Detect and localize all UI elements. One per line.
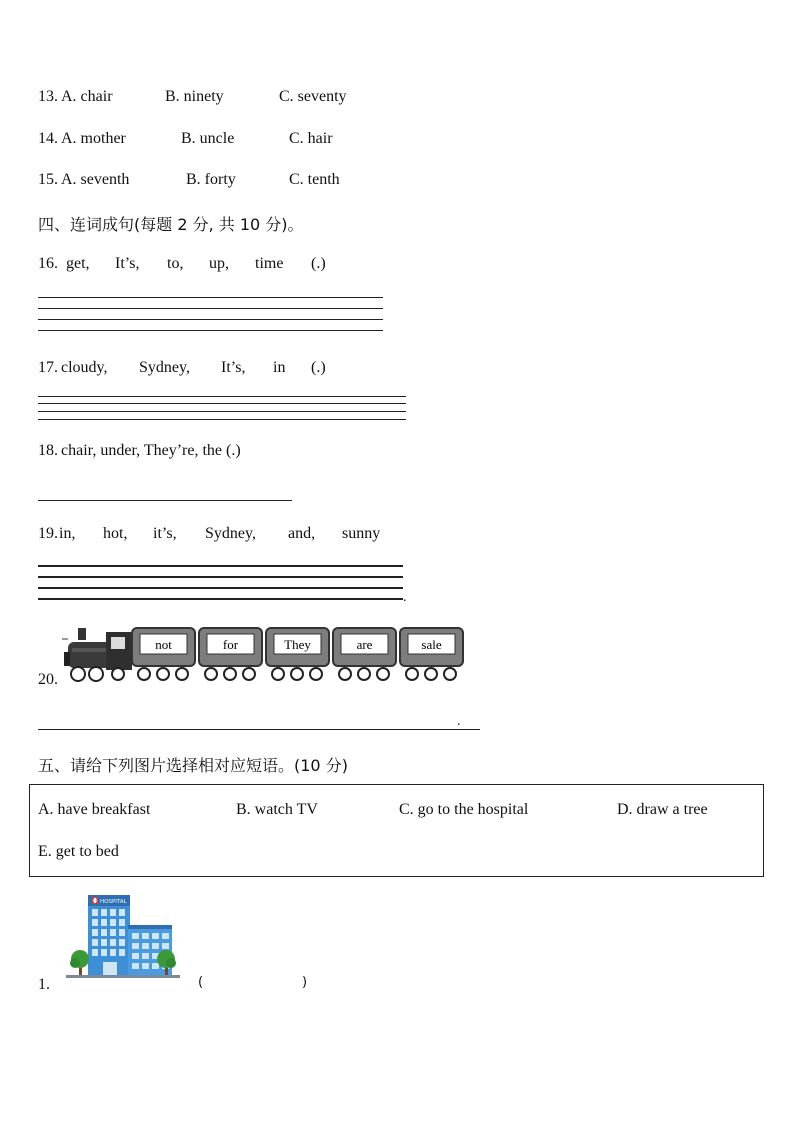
word: in xyxy=(273,359,286,376)
option-c: C. tenth xyxy=(289,171,340,188)
option-b: B. ninety xyxy=(165,88,224,105)
phrase-option-d: D. draw a tree xyxy=(617,801,708,818)
window xyxy=(92,949,98,956)
train-car-word: for xyxy=(222,637,239,652)
train-car xyxy=(199,628,262,680)
answer-line[interactable] xyxy=(38,297,383,298)
window xyxy=(142,953,149,959)
wheel xyxy=(291,668,303,680)
window xyxy=(101,949,107,956)
answer-line[interactable] xyxy=(38,576,403,578)
phrase-option-a: A. have breakfast xyxy=(38,801,151,818)
wheel xyxy=(339,668,351,680)
window xyxy=(110,939,116,946)
window xyxy=(142,943,149,949)
question-number: 18. xyxy=(38,442,58,459)
wheel xyxy=(272,668,284,680)
window xyxy=(119,949,125,956)
answer-line[interactable] xyxy=(38,587,403,589)
window xyxy=(162,933,169,939)
word-list: chair, under, They’re, the (.) xyxy=(61,442,241,459)
window xyxy=(101,929,107,936)
window xyxy=(92,939,98,946)
word: and, xyxy=(288,525,316,542)
wheel xyxy=(138,668,150,680)
question-number: 16. xyxy=(38,255,58,272)
window xyxy=(132,953,139,959)
window xyxy=(101,919,107,926)
window xyxy=(132,943,139,949)
phrase-option-b: B. watch TV xyxy=(236,801,318,818)
window xyxy=(132,933,139,939)
end-mark: . xyxy=(457,714,461,729)
item-number: 1. xyxy=(38,976,50,993)
word: to, xyxy=(167,255,184,272)
window xyxy=(101,939,107,946)
answer-line[interactable] xyxy=(38,308,383,309)
window xyxy=(119,939,125,946)
window xyxy=(119,929,125,936)
word: it’s, xyxy=(153,525,177,542)
window xyxy=(119,919,125,926)
option-b: B. uncle xyxy=(181,130,235,147)
train-illustration xyxy=(60,622,470,686)
answer-line[interactable] xyxy=(38,729,480,730)
hospital-icon xyxy=(66,892,180,978)
option-a: A. seventh xyxy=(61,171,130,188)
wheel xyxy=(377,668,389,680)
answer-line[interactable] xyxy=(38,411,406,412)
window xyxy=(110,909,116,916)
train-car xyxy=(266,628,329,680)
phrase-option-c: C. go to the hospital xyxy=(399,801,529,818)
window xyxy=(92,919,98,926)
window xyxy=(92,909,98,916)
answer-line[interactable] xyxy=(38,565,403,567)
option-c: C. seventy xyxy=(279,88,347,105)
wheel xyxy=(444,668,456,680)
question-number: 20. xyxy=(38,671,58,688)
answer-line[interactable] xyxy=(38,500,292,501)
word: It’s, xyxy=(221,359,246,376)
answer-line[interactable] xyxy=(38,598,403,600)
question-number: 13. xyxy=(38,88,58,105)
phrase-options-box xyxy=(29,784,764,877)
answer-line[interactable] xyxy=(38,330,383,331)
window xyxy=(152,963,159,969)
option-a: A. mother xyxy=(61,130,126,147)
train-car xyxy=(400,628,463,680)
window xyxy=(132,963,139,969)
train-car xyxy=(333,628,396,680)
word: cloudy, xyxy=(61,359,108,376)
window xyxy=(152,943,159,949)
wheel xyxy=(310,668,322,680)
option-a: A. chair xyxy=(61,88,113,105)
answer-line[interactable] xyxy=(38,396,406,397)
hospital-sign: HOSPITAL xyxy=(100,899,127,905)
train-car-word: sale xyxy=(421,637,442,652)
word: time xyxy=(255,255,284,272)
answer-line[interactable] xyxy=(38,403,406,404)
question-number: 14. xyxy=(38,130,58,147)
word: hot, xyxy=(103,525,128,542)
window xyxy=(110,949,116,956)
option-b: B. forty xyxy=(186,171,236,188)
wheel xyxy=(224,668,236,680)
window xyxy=(142,933,149,939)
section-4-title: 四、连词成句(每题 2 分, 共 10 分)。 xyxy=(38,215,304,234)
word: It’s, xyxy=(115,255,140,272)
question-number: 15. xyxy=(38,171,58,188)
window xyxy=(162,943,169,949)
word: (.) xyxy=(311,255,326,272)
wheel xyxy=(425,668,437,680)
window xyxy=(142,963,149,969)
word: Sydney, xyxy=(139,359,190,376)
phrase-option-e: E. get to bed xyxy=(38,843,119,860)
word: (.) xyxy=(311,359,326,376)
answer-line[interactable] xyxy=(38,319,383,320)
wheel xyxy=(406,668,418,680)
word: in, xyxy=(59,525,76,542)
train-car-word: are xyxy=(356,637,373,652)
window xyxy=(152,933,159,939)
question-number: 19. xyxy=(38,525,58,542)
word: up, xyxy=(209,255,229,272)
answer-line[interactable] xyxy=(38,419,406,420)
question-number: 17. xyxy=(38,359,58,376)
answer-paren-close[interactable]: ) xyxy=(302,975,308,990)
option-c: C. hair xyxy=(289,130,333,147)
word: Sydney, xyxy=(205,525,256,542)
answer-paren-open[interactable]: ( xyxy=(198,975,204,990)
train-car-word: not xyxy=(155,637,172,652)
wheel xyxy=(176,668,188,680)
locomotive xyxy=(62,628,132,681)
window xyxy=(110,919,116,926)
wheel xyxy=(205,668,217,680)
window xyxy=(119,909,125,916)
train-car-word: They xyxy=(284,637,311,652)
wheel xyxy=(243,668,255,680)
end-mark: . xyxy=(403,590,407,605)
window xyxy=(110,929,116,936)
word: sunny xyxy=(342,525,381,542)
window xyxy=(92,929,98,936)
word: get, xyxy=(66,255,90,272)
train-car xyxy=(132,628,195,680)
section-5-title: 五、请给下列图片选择相对应短语。(10 分) xyxy=(38,756,348,775)
window xyxy=(101,909,107,916)
wheel xyxy=(358,668,370,680)
wheel xyxy=(157,668,169,680)
